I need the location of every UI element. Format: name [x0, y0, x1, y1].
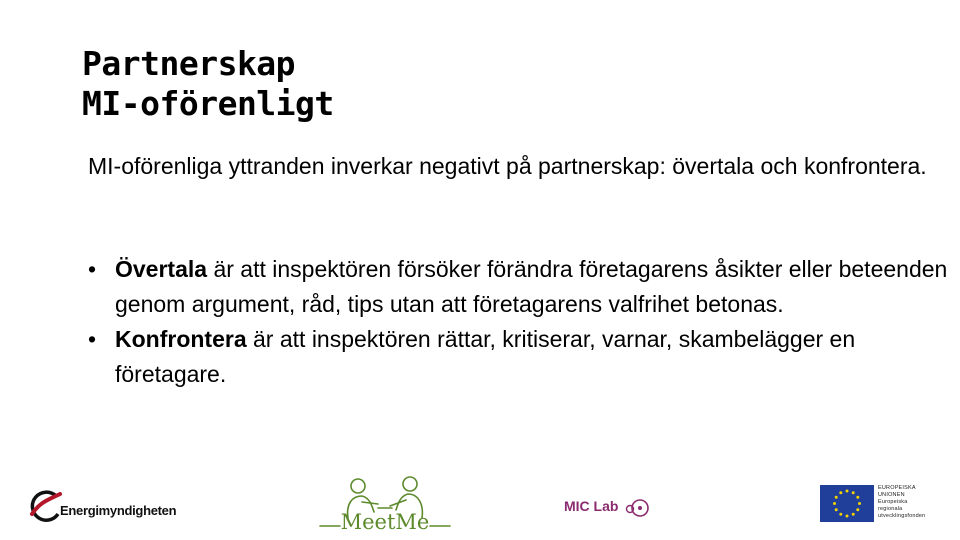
bullet-dot: • [88, 256, 97, 282]
slide-title-line-2: MI-oförenligt [82, 84, 334, 123]
eu-text-line: UNIONEN [878, 492, 905, 498]
mic-lab-circles-icon [624, 497, 652, 519]
energimyndigheten-text: Energimyndigheten [60, 503, 177, 518]
bullet-term: Konfrontera [115, 326, 247, 352]
eu-flag-icon [820, 485, 874, 522]
bullet-list [88, 252, 948, 392]
bullet-item-konfrontera [88, 322, 948, 392]
bullet-item-overtala [88, 252, 948, 322]
bullet-text: är att inspektören försöker förändra företagarens åsikter eller beteenden genom argument, råd, tips utan att företagarens valfrihet betonas. [115, 256, 948, 317]
meetme-text: MeetMe [340, 510, 430, 534]
eu-text-line: Europeiska [878, 499, 908, 505]
bullet-term: Övertala [115, 256, 208, 282]
meetme-logo [318, 474, 452, 536]
eu-text-line: regionala [878, 506, 903, 512]
mic-lab-logo [562, 495, 654, 521]
eu-text-line: utvecklingsfonden [878, 513, 926, 519]
energimyndigheten-logo [28, 488, 178, 524]
slide-title-line-1: Partnerskap [82, 44, 296, 83]
bullet-dot: • [88, 326, 97, 352]
energimyndigheten-logo-icon [28, 488, 62, 524]
mic-lab-text: MIC Lab [564, 498, 619, 514]
eu-text-line: EUROPEISKA [878, 485, 916, 491]
eu-logo [820, 485, 958, 525]
intro-text: MI-oförenliga yttranden inverkar negativt på partnerskap: övertala och konfrontera. [88, 153, 927, 179]
slide-title [82, 44, 334, 124]
eu-text [878, 485, 925, 520]
bullet-text: är att inspektören rättar, kritiserar, varnar, skambelägger en företagare. [115, 326, 856, 387]
